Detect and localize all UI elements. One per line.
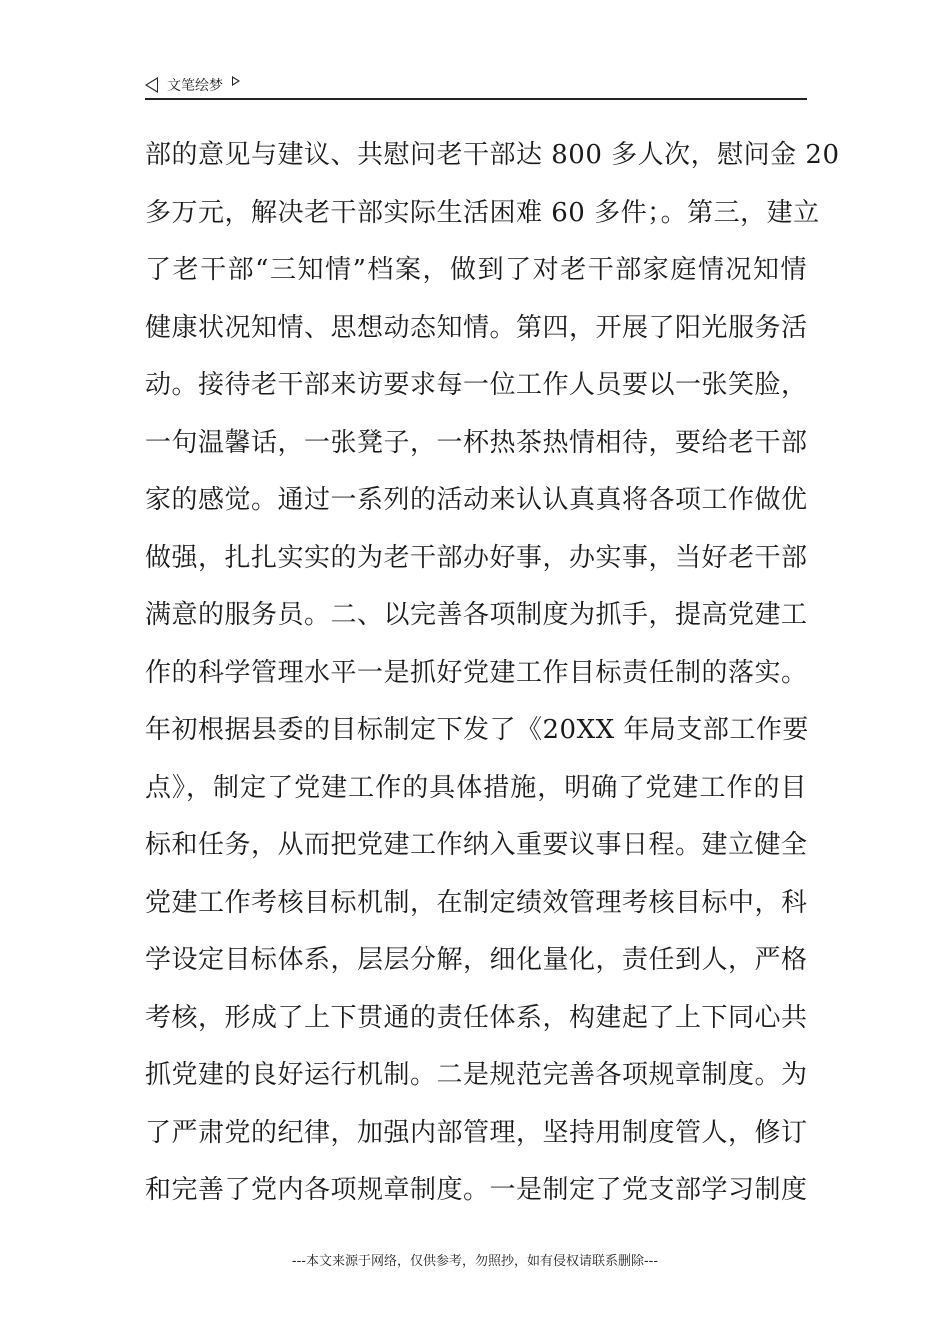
body-line: 标和任务，从而把党建工作纳入重要议事日程。建立健全 (145, 830, 808, 860)
body-line: 了严肃党的纪律，加强内部管理，坚持用制度管人，修订 (145, 1117, 808, 1148)
left-triangle-icon (145, 77, 158, 93)
right-triangle-icon (232, 76, 240, 86)
body-line: 一句温馨话，一张凳子，一杯热茶热情相待，要给老干部 (145, 427, 808, 458)
header-brand (145, 75, 240, 95)
body-line: 党建工作考核目标机制，在制定绩效管理考核目标中，科 (145, 887, 808, 918)
body-line: 部的意见与建议、共慰问老干部达 800 多人次，慰问金 20 (145, 140, 840, 170)
body-line: 了老干部“三知情”档案，做到了对老干部家庭情况知情 (145, 255, 807, 285)
body-line: 家的感觉。通过一系列的活动来认认真真将各项工作做优 (145, 485, 808, 515)
body-line: 和完善了党内各项规章制度。一是制定了党支部学习制度 (145, 1175, 808, 1205)
body-line: 多万元，解决老干部实际生活困难 60 多件；。第三，建立 (145, 197, 820, 228)
body-line: 抓党建的良好运行机制。二是规范完善各项规章制度。为 (145, 1060, 808, 1090)
body-line: 点》，制定了党建工作的具体措施，明确了党建工作的目 (145, 772, 807, 803)
body-line: 动。接待老干部来访要求每一位工作人员要以一张笑脸， (145, 370, 808, 400)
body-line: 做强，扎扎实实的为老干部办好事，办实事，当好老干部 (145, 542, 808, 573)
body-line: 年初根据县委的目标制定下发了《20XX 年局支部工作要 (145, 715, 809, 745)
page-footer: ---本文来源于网络，仅供参考，勿照抄，如有侵权请联系删除--- (291, 1254, 659, 1269)
body-line: 作的科学管理水平一是抓好党建工作目标责任制的落实。 (145, 657, 808, 688)
page-header (145, 72, 807, 100)
body-line: 健康状况知情、思想动态知情。第四，开展了阳光服务活 (145, 312, 808, 343)
body-line: 考核，形成了上下贯通的责任体系，构建起了上下同心共 (145, 1002, 808, 1033)
header-title: 文笔绘梦 (167, 78, 223, 94)
body-line: 学设定目标体系，层层分解，细化量化，责任到人，严格 (145, 945, 808, 975)
body-line: 满意的服务员。二、以完善各项制度为抓手，提高党建工 (145, 600, 808, 630)
document-body (145, 127, 840, 1220)
